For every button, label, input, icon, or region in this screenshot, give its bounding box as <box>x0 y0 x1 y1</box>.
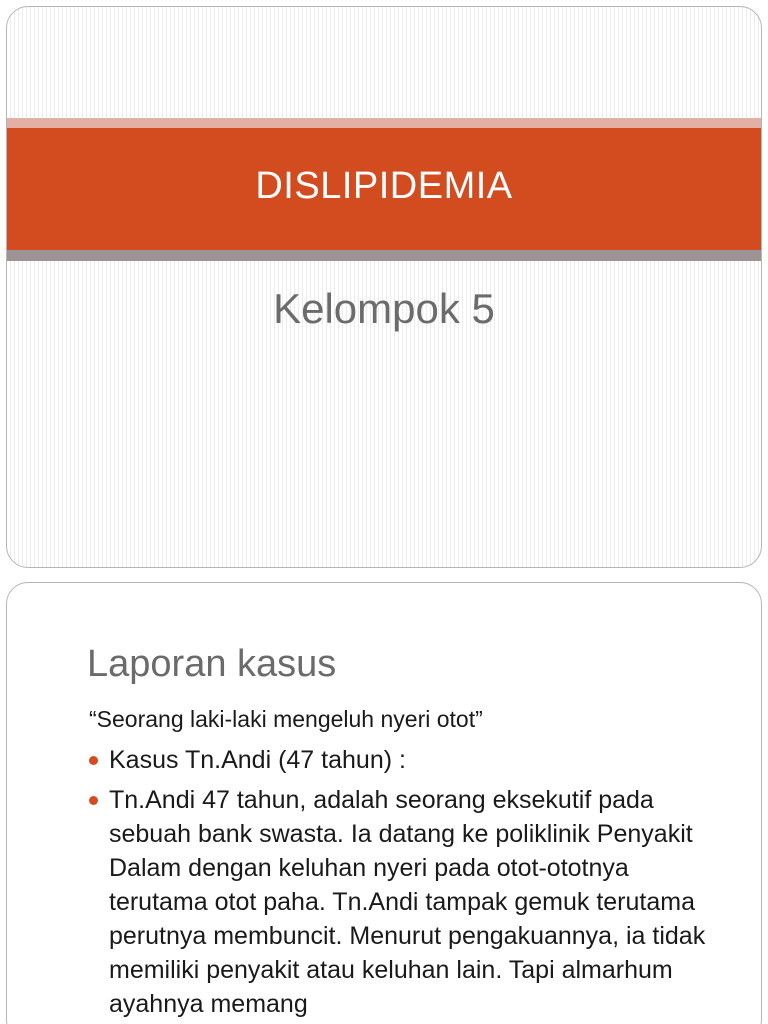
bullet-item <box>87 743 727 777</box>
content-heading: Laporan kasus <box>87 643 337 685</box>
bullet-dot-icon <box>89 756 98 765</box>
bullet-text: Kasus Tn.Andi (47 tahun) : <box>109 746 406 774</box>
slide-subtitle: Kelompok 5 <box>273 285 495 332</box>
case-quote: “Seorang laki-laki mengeluh nyeri otot” <box>89 706 483 732</box>
bullet-text: Tn.Andi 47 tahun, adalah seorang eksekutif pada sebuah bank swasta. Ia datang ke poliklinik Penyakit Dalam dengan keluhan nyeri pada otot-ototnya terutama otot paha. Tn.Andi tampak gemuk terutama perutnya membuncit. Menurut pengakuannya, ia tidak memiliki penyakit atau keluhan lain. Tapi almarhum ayahnya memang <box>109 786 706 1018</box>
bullet-dot-icon <box>89 796 98 805</box>
title-slide <box>6 6 762 568</box>
bullet-list <box>87 743 727 1024</box>
title-band-top <box>7 118 761 128</box>
title-band-bottom <box>7 250 761 261</box>
slide-title: DISLIPIDEMIA <box>255 165 513 207</box>
bullet-item <box>87 783 727 1021</box>
content-slide <box>6 582 762 1024</box>
